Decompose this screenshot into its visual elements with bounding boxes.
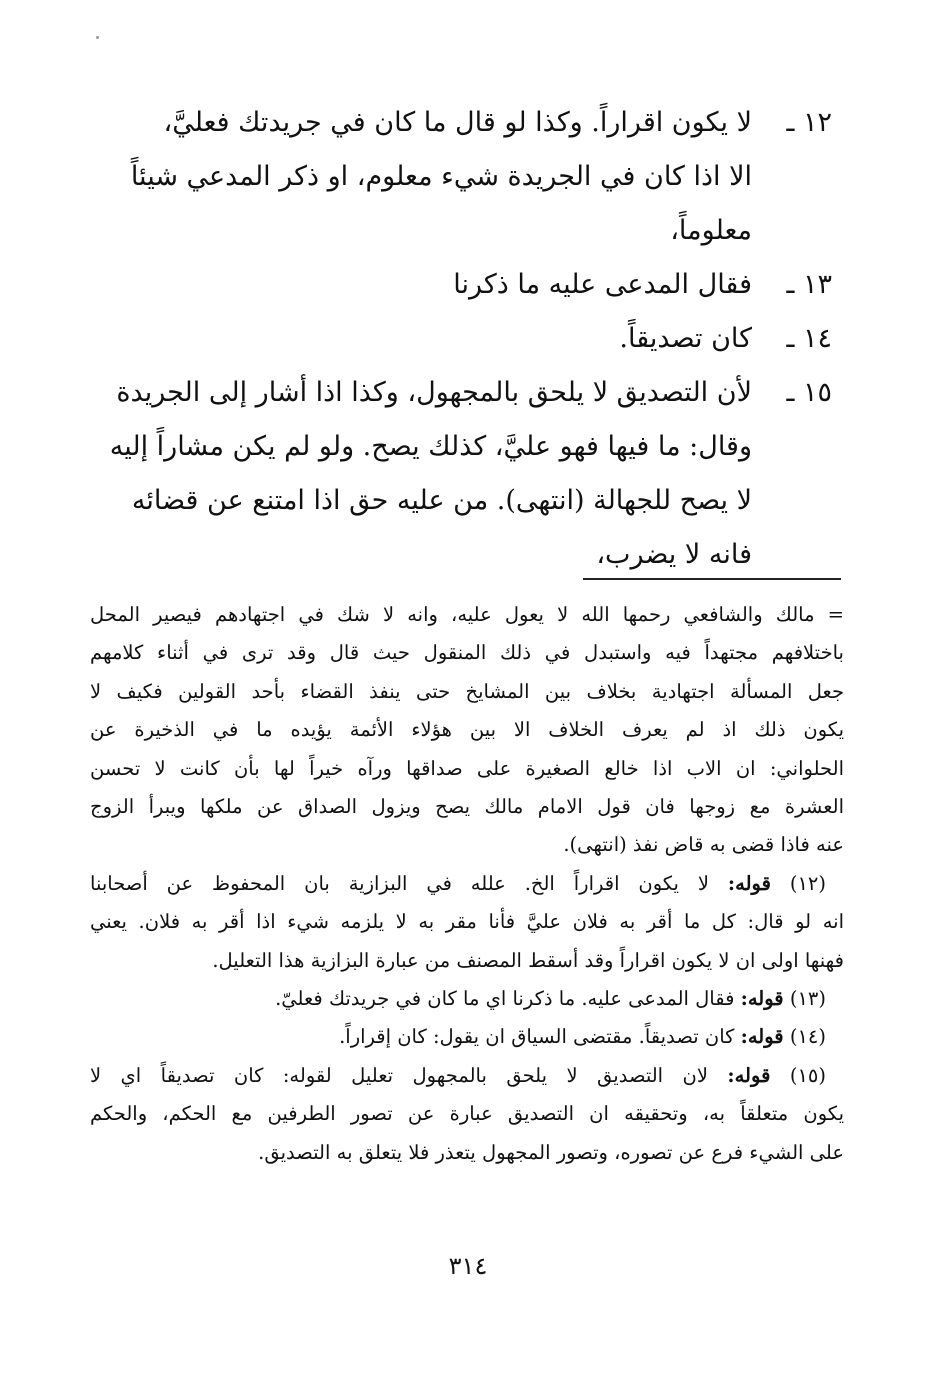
- entry-13: [92, 258, 832, 312]
- footnote-keyword: قوله:: [727, 1063, 771, 1087]
- footnote-text: لا يكون اقراراً الخ. علله في البزازية بان المحفوظ عن أصحابنا: [90, 871, 710, 895]
- note-line: فهنها اولى ان لا يكون اقراراً وقد أسقط المصنف من عبارة البزازية هذا التعليل.: [212, 948, 844, 972]
- footnote-number: (١٤): [789, 1025, 826, 1049]
- entry-number: ١٣ ـ: [786, 269, 832, 300]
- text-line: معلوماً،: [670, 215, 752, 246]
- text-line: فقال المدعى عليه ما ذكرنا: [453, 269, 752, 300]
- entry-text: [92, 366, 752, 582]
- footnote-continuation: [90, 596, 844, 865]
- entry-number: ١٥ ـ: [786, 377, 832, 408]
- footnote-keyword: قوله:: [740, 1025, 784, 1049]
- footnote-separator: [583, 578, 841, 580]
- text-line: لا يصح للجهالة (انتهى). من عليه حق اذا امتنع عن قضائه: [131, 485, 752, 516]
- footnote-keyword: قوله:: [740, 987, 784, 1011]
- main-text-block: [92, 96, 832, 582]
- text-line: لا يكون اقراراً. وكذا لو قال ما كان في جريدتك فعليَّ،: [163, 107, 752, 138]
- note-line: الحلواني: ان الاب اذا خالع الصغيرة على صداقها ورآه خيراً لها بأن كانت لا تحسن: [90, 756, 844, 780]
- text-line: كان تصديقاً.: [619, 323, 752, 354]
- note-line: العشرة مع زوجها فان قول الامام مالك يصح ويزول الصداق عن ملكها ويبرأ الزوج: [90, 795, 844, 819]
- note-line: باختلافهم مجتهداً فيه واستبدل في ذلك المنقول حيث قال وقد ترى في أثناء كلامهم: [90, 641, 844, 665]
- note-line: [90, 1057, 844, 1095]
- text-line: الا اذا كان في الجريدة شيء معلوم، او ذكر المدعي شيئاً: [130, 161, 752, 192]
- footnote-text: كان تصديقاً. مقتضى السياق ان يقول: كان إقراراً.: [339, 1025, 735, 1049]
- entry-12: [92, 96, 832, 258]
- scan-speck: [96, 36, 99, 39]
- entry-text: [92, 96, 752, 258]
- entry-14: [92, 312, 832, 366]
- text-line: فانه لا يضرب،: [596, 539, 752, 570]
- footnote-text: فقال المدعى عليه. ما ذكرنا اي ما كان في جريدتك فعليّ.: [275, 987, 735, 1011]
- note-line: [90, 865, 844, 903]
- entry-text: [92, 312, 752, 366]
- text-line: وقال: ما فيها فهو عليَّ، كذلك يصح. ولو لم يكن مشاراً إليه: [109, 431, 752, 462]
- footnote-text: لان التصديق لا يلحق بالمجهول تعليل لقوله: كان تصديقاً اي لا: [90, 1063, 708, 1087]
- entry-text: [92, 258, 752, 312]
- page-number: ٣١٤: [448, 1252, 488, 1280]
- note-line: يكون متعلقاً به، وتحقيقه ان التصديق عبارة عن تصور الطرفين مع الحكم، والحكم: [90, 1102, 844, 1126]
- note-line: يكون ذلك اذ لم يعرف الخلاف الا بين هؤلاء الأئمة يؤيده ما في الذخيرة عن: [90, 718, 844, 742]
- footnote-keyword: قوله:: [727, 871, 771, 895]
- note-line: = مالك والشافعي رحمها الله لا يعول عليه، وانه لا شك في اجتهادهم فيصير المحل: [90, 603, 844, 626]
- footnote-13: [90, 980, 844, 1018]
- note-line: انه لو قال: كل ما أقر به فلان عليَّ فأنا مقر به لا يلزمه شيء اذا أقر به فلان. يعني: [90, 910, 844, 934]
- entry-number: ١٢ ـ: [786, 107, 832, 138]
- text-line: لأن التصديق لا يلحق بالمجهول، وكذا اذا أشار إلى الجريدة: [116, 377, 752, 408]
- note-line: على الشيء فرع عن تصوره، وتصور المجهول يتعذر فلا يتعلق به التصديق.: [258, 1140, 844, 1164]
- footnotes-block: [90, 596, 844, 1172]
- footnote-number: (١٥): [789, 1063, 827, 1087]
- note-line: جعل المسألة اجتهادية بخلاف بين المشايخ حتى ينفذ القضاء بأحد القولين فكيف لا: [90, 679, 844, 703]
- note-line: [90, 1018, 844, 1056]
- entry-15: [92, 366, 832, 582]
- footnote-12: [90, 865, 844, 980]
- note-line: [90, 980, 844, 1018]
- entry-number: ١٤ ـ: [786, 323, 832, 354]
- footnote-number: (١٢): [789, 871, 826, 895]
- footnote-number: (١٣): [789, 987, 826, 1011]
- footnote-14: [90, 1018, 844, 1056]
- note-line: عنه فاذا قضى به قاض نفذ (انتهى).: [563, 833, 844, 857]
- footnote-15: [90, 1057, 844, 1172]
